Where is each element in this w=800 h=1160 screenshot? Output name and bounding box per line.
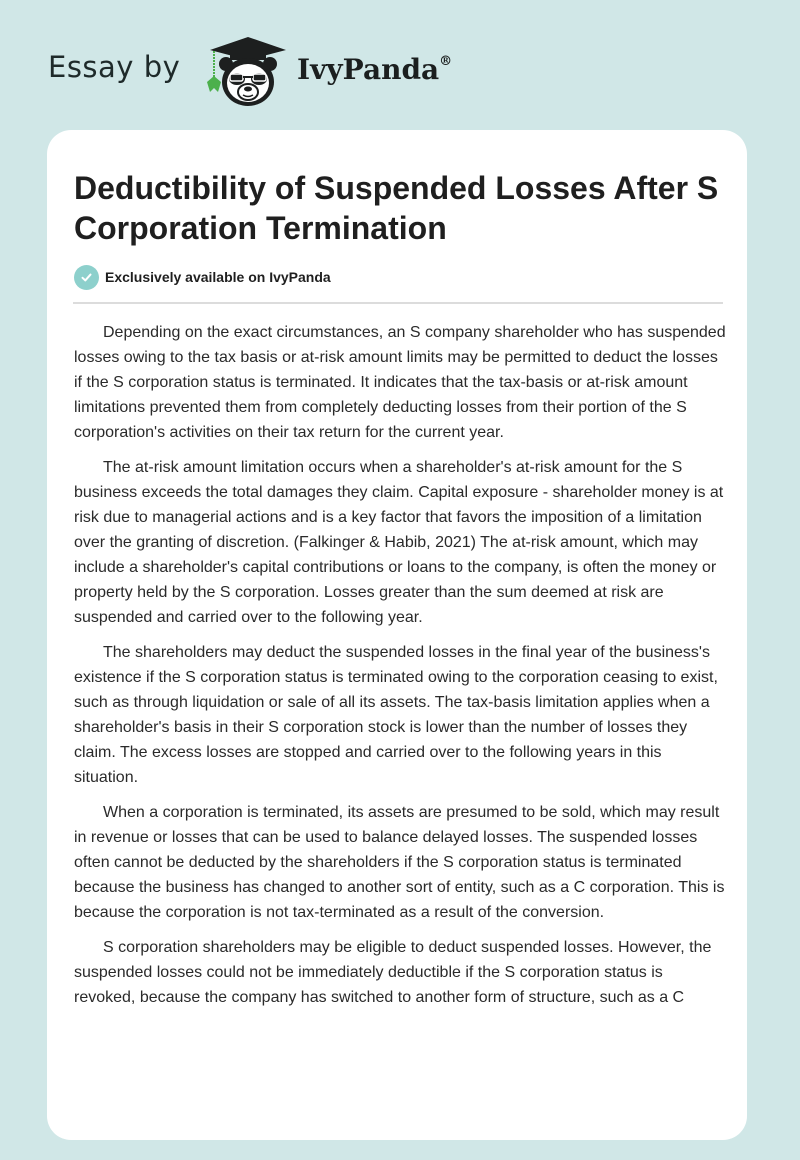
panda-graduation-cap-icon[interactable] xyxy=(202,36,292,108)
essay-card xyxy=(47,130,747,1140)
check-circle-icon xyxy=(74,265,99,290)
essay-body xyxy=(74,320,726,1020)
exclusive-badge xyxy=(74,264,331,290)
brand-text: IvyPanda xyxy=(297,53,440,86)
registered-mark: ® xyxy=(439,53,453,69)
paragraph: The at-risk amount limitation occurs when a shareholder's at-risk amount for the S business exceeds the total damages they claim. Capital exposure - shareholder money is at risk due to managerial actions and is a key factor that favors the imposition of a limitation over the granting of discretion. (Falkinger & Habib, 2021) The at-risk amount, which may include a shareholder's capital contributions or loans to the company, is often the money or property held by the S corporation. Losses greater than the sum deemed at risk are suspended and carried over to the following year. xyxy=(74,459,724,626)
brand-name[interactable] xyxy=(297,53,452,86)
site-header xyxy=(0,0,800,130)
essay-title: Deductibility of Suspended Losses After S Corporation Termination xyxy=(74,170,719,246)
paragraph: When a corporation is terminated, its assets are presumed to be sold, which may result in revenue or losses that can be used to balance delayed losses. The suspended losses often cannot be deducted by the shareholders if the S corporation status is terminated because the business has changed to another sort of entity, such as a C corporation. This is because the corporation is not tax-terminated as a result of the conversion. xyxy=(74,804,725,921)
paragraph: Depending on the exact circumstances, an S company shareholder who has suspended losses owing to the tax basis or at-risk amount limits may be permitted to deduct the losses if the S corporation status is terminated. It indicates that the tax-basis or at-risk amount limitations prevented them from completely deducting losses from their portion of the S corporation's activities on their tax return for the current year. xyxy=(74,324,726,441)
divider xyxy=(73,302,723,304)
paragraph: The shareholders may deduct the suspended losses in the final year of the business's existence if the S corporation status is terminated owing to the corporation ceasing to exist, such as through liquidation or sale of all its assets. The tax-basis limitation applies when a shareholder's basis in their S corporation stock is lower than the number of losses they claim. The excess losses are stopped and carried over to the following years in this situation. xyxy=(74,644,718,786)
essay-by-label: Essay by xyxy=(48,50,181,84)
badge-text: Exclusively available on IvyPanda xyxy=(105,269,331,285)
paragraph: S corporation shareholders may be eligible to deduct suspended losses. However, the suspended losses could not be immediately deductible if the S corporation status is revoked, because the company has switched to another form of structure, such as a C xyxy=(74,939,712,1006)
